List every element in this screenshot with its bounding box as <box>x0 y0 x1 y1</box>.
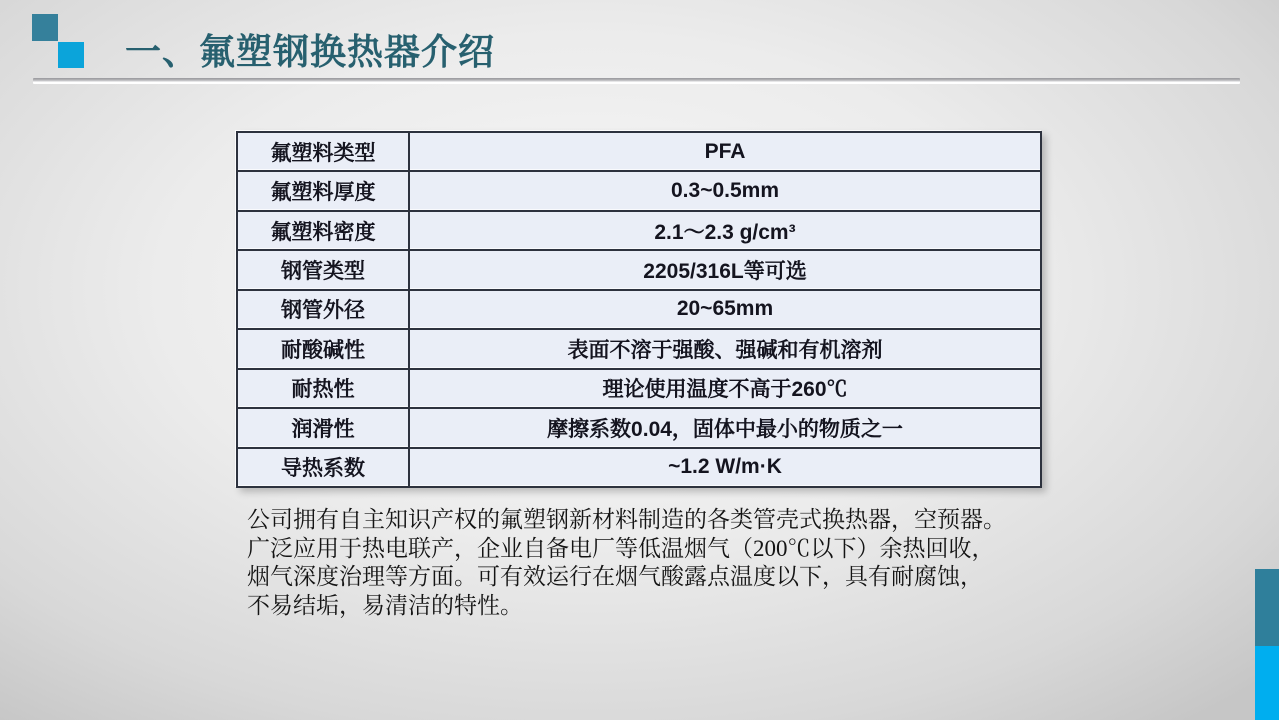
table-row <box>237 329 1041 368</box>
paragraph-line: 烟气深度治理等方面。可有效运行在烟气酸露点温度以下，具有耐腐蚀， <box>247 564 983 589</box>
table-row <box>237 408 1041 447</box>
table-row <box>237 369 1041 408</box>
slide-title: 一、氟塑钢换热器介绍 <box>125 31 496 72</box>
property-label-cell: 润滑性 <box>237 408 409 447</box>
table-row <box>237 132 1041 171</box>
properties-table <box>236 131 1042 488</box>
paragraph-line: 不易结垢，易清洁的特性。 <box>247 592 523 618</box>
table-row <box>237 250 1041 289</box>
property-value-cell: ~1.2 W/m·K <box>409 448 1041 488</box>
property-value-cell: 20~65mm <box>409 290 1041 329</box>
property-label-cell: 氟塑料密度 <box>237 211 409 250</box>
property-value-cell: 表面不溶于强酸、强碱和有机溶剂 <box>409 329 1041 368</box>
property-label-cell: 钢管外径 <box>237 290 409 329</box>
property-label-cell: 钢管类型 <box>237 250 409 289</box>
property-value-cell: 摩擦系数0.04，固体中最小的物质之一 <box>409 408 1041 447</box>
property-label-cell: 导热系数 <box>237 448 409 488</box>
table-row <box>237 211 1041 250</box>
property-value-cell: 2205/316L等可选 <box>409 250 1041 289</box>
paragraph-line: 公司拥有自主知识产权的氟塑钢新材料制造的各类管壳式换热器，空预器。 <box>247 507 1006 532</box>
edge-bar-blue <box>1255 646 1279 720</box>
description-paragraph <box>247 506 1057 620</box>
decoration-square-blue <box>58 42 84 68</box>
property-label-cell: 耐酸碱性 <box>237 329 409 368</box>
property-value-cell: 2.1～2.3 g/cm³ <box>409 211 1041 250</box>
decoration-square-teal <box>32 14 58 41</box>
property-value-cell: 理论使用温度不高于260℃ <box>409 369 1041 408</box>
table-row <box>237 290 1041 329</box>
property-label-cell: 氟塑料厚度 <box>237 171 409 210</box>
property-value-cell: 0.3~0.5mm <box>409 171 1041 210</box>
table-row <box>237 171 1041 210</box>
table-row <box>237 448 1041 488</box>
property-label-cell: 耐热性 <box>237 369 409 408</box>
property-value-cell: PFA <box>409 132 1041 171</box>
title-divider-line <box>33 78 1240 84</box>
property-label-cell: 氟塑料类型 <box>237 132 409 171</box>
edge-bar-teal <box>1255 569 1279 646</box>
paragraph-line: 广泛应用于热电联产，企业自备电厂等低温烟气（200℃以下）余热回收， <box>247 535 995 561</box>
